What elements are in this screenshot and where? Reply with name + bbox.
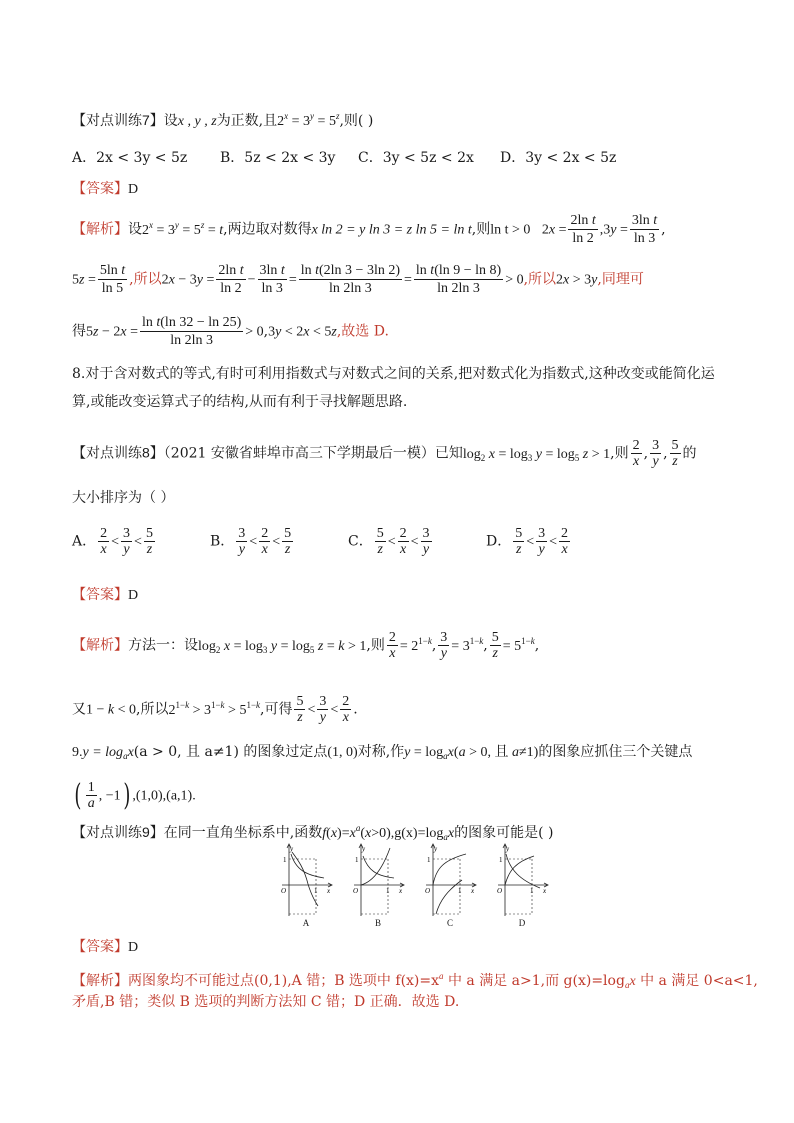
q8-stem-line2: 大小排序为（ ） xyxy=(72,490,175,506)
svg-text:O: O xyxy=(425,887,431,895)
q9-graph-label-c: C xyxy=(446,918,453,928)
svg-text:1: 1 xyxy=(427,856,431,864)
q7-option-b: B．5z < 2x < 3y xyxy=(220,150,336,166)
svg-text:x: x xyxy=(327,887,331,895)
q7-answer: 【答案】D xyxy=(72,180,139,197)
q8-answer: 【答案】D xyxy=(72,586,139,603)
q9-analysis-line1: 【解析】两图象均不可能过点(0,1),A 错；B 选项中 $f(x)=x^a$ 中 a 满足 a>1,而 $g(x)=\log_ax$ 中 a 满足 0<a<1, xyxy=(72,971,758,990)
q8-option-a: A． $\frac{2}{x}$ < $\frac{3}{y}$ < $\frac{5}{z}$ xyxy=(72,526,153,557)
svg-text:1: 1 xyxy=(355,856,359,864)
svg-text:O: O xyxy=(281,887,287,895)
svg-text:1: 1 xyxy=(530,887,534,895)
q9-stem: 【对点训练9】在同一直角坐标系中,函数$f(x)=x^a(x>0),g(x)=\log_ax$的图象可能是( ) xyxy=(72,823,554,842)
q8-analysis-line1: 【解析】方法一：设$\log_2 x = \log_3 y = \log_5 z = k > 1$,则 $\frac{2}{x}$ = $2^{1-k}$, $\frac{3}{y}$ = $3^{1-k}$, $\frac{5}{z}$ = $5^{1-k}$, xyxy=(72,630,540,661)
q7-option-c: C．3y < 5z < 2x xyxy=(358,150,474,166)
q7-equation: $2^x = 3^y = 5^z$ xyxy=(277,111,340,129)
q9-graph-d xyxy=(494,842,550,920)
q7-analysis-line3: 得5z − 2x = $\frac{\text{ln t(ln 32 − ln 25)}}{\ln 2\ln 3}$ > 0,3y < 2x < 5z,故选 D. xyxy=(72,315,389,348)
svg-text:y: y xyxy=(506,845,510,853)
svg-text:1: 1 xyxy=(283,856,287,864)
svg-text:O: O xyxy=(497,887,503,895)
q8-stem: 【对点训练8】（2021 安徽省蚌埠市高三下学期最后一模）已知$\log_2 x = \log_3 y = \log_5 z > 1$,则 $\frac{2}{x}$ , $\frac{3}{y}$ , $\frac{5}{z}$ 的 xyxy=(72,438,697,469)
svg-text:1: 1 xyxy=(458,887,462,895)
svg-text:x: x xyxy=(543,887,547,895)
q9-graph-label-d: D xyxy=(518,918,526,928)
q8-option-b: B． $\frac{3}{y}$ < $\frac{2}{x}$ < $\frac{5}{z}$ xyxy=(210,526,292,557)
q7-option-d: D．3y < 2x < 5z xyxy=(500,150,617,166)
q8-analysis-line2: 又1 − k < 0,所以$2^{1-k} > 3^{1-k} > 5^{1-k}$,可得 $\frac{5}{z}$ < $\frac{3}{y}$ < $\frac{2}{x}$ . xyxy=(72,694,358,725)
svg-text:O: O xyxy=(353,887,359,895)
svg-text:1: 1 xyxy=(499,856,503,864)
q7-stem: 【对点训练7】设x , y , z为正数,且$2^x = 3^y = 5^z$,则( ) xyxy=(72,111,374,129)
q8-option-d: D． $\frac{5}{z}$ < $\frac{3}{y}$ < $\frac{2}{x}$ xyxy=(486,526,569,557)
section9-line1: $9.y = \log_ax(a > 0$, 且 a≠1) 的图象过定点(1, 0)对称,作$y = \log_ax(a > 0$, 且 a≠1)的图象应抓住三个关键点 xyxy=(72,744,693,761)
q9-graph-label-b: B xyxy=(374,918,381,928)
q9-graph-c xyxy=(422,842,478,920)
q8-option-c: C． $\frac{5}{z}$ < $\frac{2}{x}$ < $\frac{3}{y}$ xyxy=(348,526,430,557)
q9-graph-label-a: A xyxy=(302,918,310,928)
q7-tag: 【对点训练7】 xyxy=(72,112,164,128)
svg-text:y: y xyxy=(434,845,438,853)
svg-text:1: 1 xyxy=(386,887,390,895)
q9-graph-a xyxy=(278,842,334,920)
svg-text:x: x xyxy=(399,887,403,895)
svg-text:x: x xyxy=(471,887,475,895)
q7-option-a: A．2x < 3y < 5z xyxy=(72,150,188,166)
q9-analysis-line2: 矛盾,B 错；类似 B 选项的判断方法知 C 错；D 正确．故选 D. xyxy=(72,994,460,1010)
section9-line2: ( $\frac{1}{a}$ , −1) ,(1,0),(a,1). xyxy=(74,777,196,813)
svg-text:y: y xyxy=(290,845,294,853)
q7-analysis-line2: 5z = $\frac{\text{5ln t}}{\ln 5}$ ,所以2x − 3y = $\frac{\text{2ln t}}{\ln 2}$ − $\frac{\text{3ln t}}{\ln 3}$ = $\frac{\text{ln t(2ln 3 − 3ln 2)}}{\ln 2\ln 3}$ = $\frac{\text{ln t(ln 9 − ln 8)}}{\ln 2\ln 3}$ > 0,所以2x > 3y,同理可 xyxy=(72,263,644,296)
section8-line1: 8.对于含对数式的等式,有时可利用指数式与对数式之间的关系,把对数式化为指数式,这种改变或能简化运 xyxy=(72,366,715,382)
svg-text:1: 1 xyxy=(314,887,318,895)
q9-answer: 【答案】D xyxy=(72,938,139,955)
q7-analysis-line1: 【解析】设$2^x = 3^y = 5^z = t$,两边取对数得x ln 2 = y ln 3 = z ln 5 = ln t,则ln t > 0 2x = $\frac{\text{2ln t}}{\ln 2}$ ,3y = $\frac{\text{3ln t}}{\ln 3}$ , xyxy=(72,213,666,246)
section8-line2: 算,或能改变运算式子的结构,从而有利于寻找解题思路. xyxy=(72,394,408,410)
q9-graph-b xyxy=(350,842,406,920)
svg-text:y: y xyxy=(362,845,366,853)
